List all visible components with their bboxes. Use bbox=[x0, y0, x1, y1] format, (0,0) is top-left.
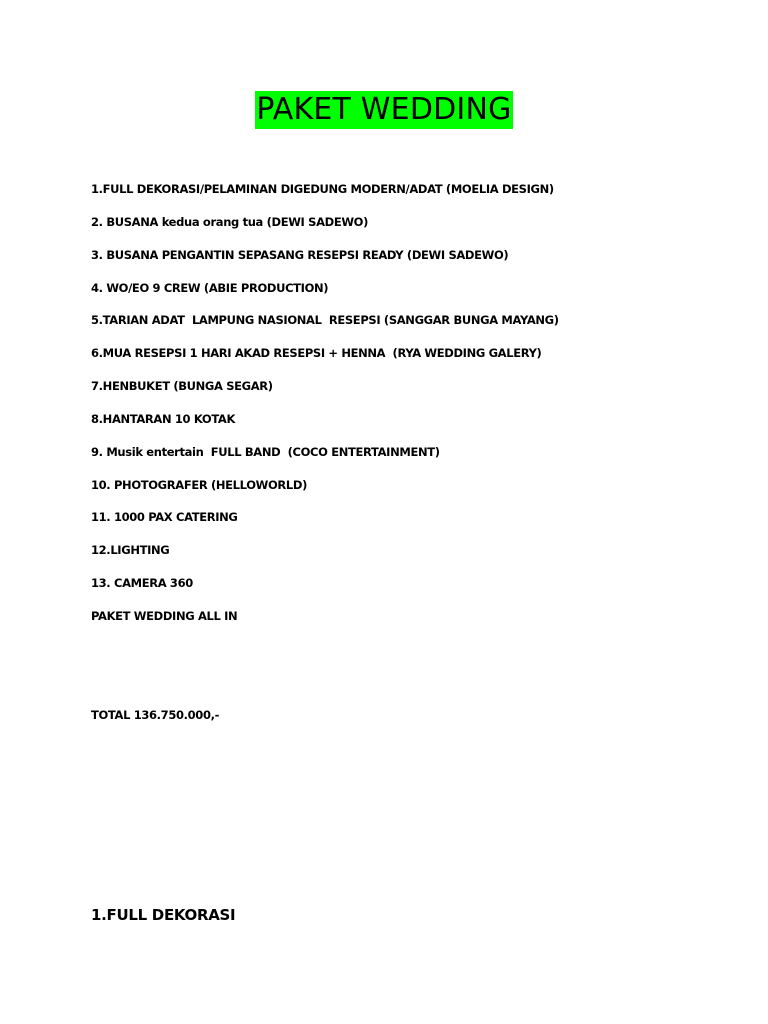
package-item: 5.TARIAN ADAT LAMPUNG NASIONAL RESEPSI (SANGGAR BUNGA MAYANG) bbox=[91, 313, 559, 328]
total-price: TOTAL 136.750.000,- bbox=[91, 708, 220, 722]
package-item: 3. BUSANA PENGANTIN SEPASANG RESEPSI READY (DEWI SADEWO) bbox=[91, 247, 509, 262]
package-item: 13. CAMERA 360 bbox=[91, 576, 193, 591]
package-item-list bbox=[91, 181, 731, 641]
package-item: 4. WO/EO 9 CREW (ABIE PRODUCTION) bbox=[91, 280, 329, 295]
section-heading: 1.FULL DEKORASI bbox=[91, 906, 236, 924]
title-container bbox=[0, 91, 768, 129]
package-item: 6.MUA RESEPSI 1 HARI AKAD RESEPSI + HENNA (RYA WEDDING GALERY) bbox=[91, 346, 542, 361]
package-item: 2. BUSANA kedua orang tua (DEWI SADEWO) bbox=[91, 214, 368, 229]
package-item: 12.LIGHTING bbox=[91, 543, 170, 558]
package-item: 1.FULL DEKORASI/PELAMINAN DIGEDUNG MODERN/ADAT (MOELIA DESIGN) bbox=[91, 182, 554, 196]
package-summary: PAKET WEDDING ALL IN bbox=[91, 608, 238, 623]
package-item: 8.HANTARAN 10 KOTAK bbox=[91, 411, 236, 426]
page-title: PAKET WEDDING bbox=[256, 92, 512, 127]
package-item: 10. PHOTOGRAFER (HELLOWORLD) bbox=[91, 477, 307, 492]
package-item: 11. 1000 PAX CATERING bbox=[91, 510, 238, 525]
package-item: 7.HENBUKET (BUNGA SEGAR) bbox=[91, 379, 273, 394]
package-item: 9. Musik entertain FULL BAND (COCO ENTERTAINMENT) bbox=[91, 444, 440, 459]
